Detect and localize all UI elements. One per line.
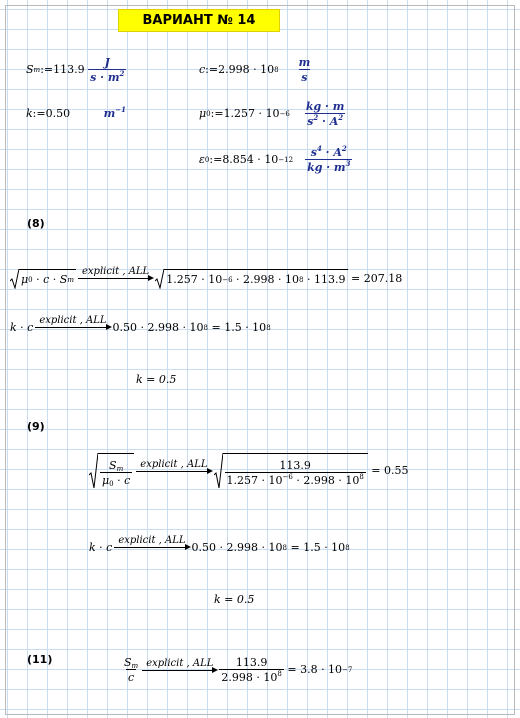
- s11-eq1[interactable]: $\frac{S_m}{c}$ explicit , ALL $\frac{113.9}{2.998 \cdot 10^8}$ = 3.8 · 10 −7: [124, 656, 353, 684]
- s9-eq1[interactable]: $\frac{S_m}{\mu_0 \cdot c}$ explicit , ALL $\frac{113.9}{1.257 \cdot 10^{-6} \cdot 2.998 \cdot 10^8}$ = 0.55: [89, 453, 409, 489]
- s8-eq2[interactable]: k · c explicit , ALL 0.50 · 2.998 · 10 8 = 1.5 · 10 8: [10, 315, 271, 340]
- symbolic-arrow: explicit , ALL: [136, 459, 211, 484]
- def-sm[interactable]: S m := 113.9 $\frac{J}{s \cdot m^2}$: [26, 56, 125, 84]
- def-c[interactable]: c := 2.998 · 10 8 $\frac{m}{s}$: [199, 56, 311, 84]
- s8-k-eval[interactable]: k = 0.5: [136, 373, 177, 386]
- c-unit: $\frac{m}{s}$: [298, 56, 311, 84]
- s9-k-eval[interactable]: k = 0.5: [214, 593, 255, 606]
- def-mu0[interactable]: μ 0 := 1.257 · 10 −6 $\frac{kg \cdot m}{s^2 \cdot A^2}$: [199, 100, 345, 128]
- def-eps0[interactable]: ε 0 := 8.854 · 10 −12 $\frac{s^4 \cdot A^2}{kg \cdot m^3}$: [199, 144, 351, 174]
- def-k[interactable]: k:=0.50 $m^{-1}$: [26, 105, 126, 120]
- section-11-label: (11): [27, 653, 53, 666]
- section-9-label: (9): [27, 420, 45, 433]
- symbolic-arrow: explicit , ALL: [35, 315, 110, 340]
- s9-eq2[interactable]: k · c explicit , ALL 0.50 · 2.998 · 10 8 = 1.5 · 10 8: [89, 535, 350, 560]
- section-8-label: (8): [27, 217, 45, 230]
- s8-eq1[interactable]: μ 0 · c · S m explicit , ALL 1.257 · 10 −6 · 2.998 · 10 8 · 113.9 = 207.18: [10, 266, 402, 291]
- sqrt-symbol: μ 0 · c · S m: [10, 269, 76, 289]
- variant-title: ВАРИАНТ № 14: [118, 9, 280, 32]
- symbolic-arrow: explicit , ALL: [114, 535, 189, 560]
- eps0-unit: $\frac{s^4 \cdot A^2}{kg \cdot m^3}$: [307, 144, 351, 174]
- symbolic-arrow: explicit , ALL: [142, 658, 217, 683]
- sm-unit: $\frac{J}{s \cdot m^2}$: [90, 56, 125, 84]
- symbolic-arrow: explicit , ALL: [78, 266, 153, 291]
- mu0-unit: $\frac{kg \cdot m}{s^2 \cdot A^2}$: [305, 100, 345, 128]
